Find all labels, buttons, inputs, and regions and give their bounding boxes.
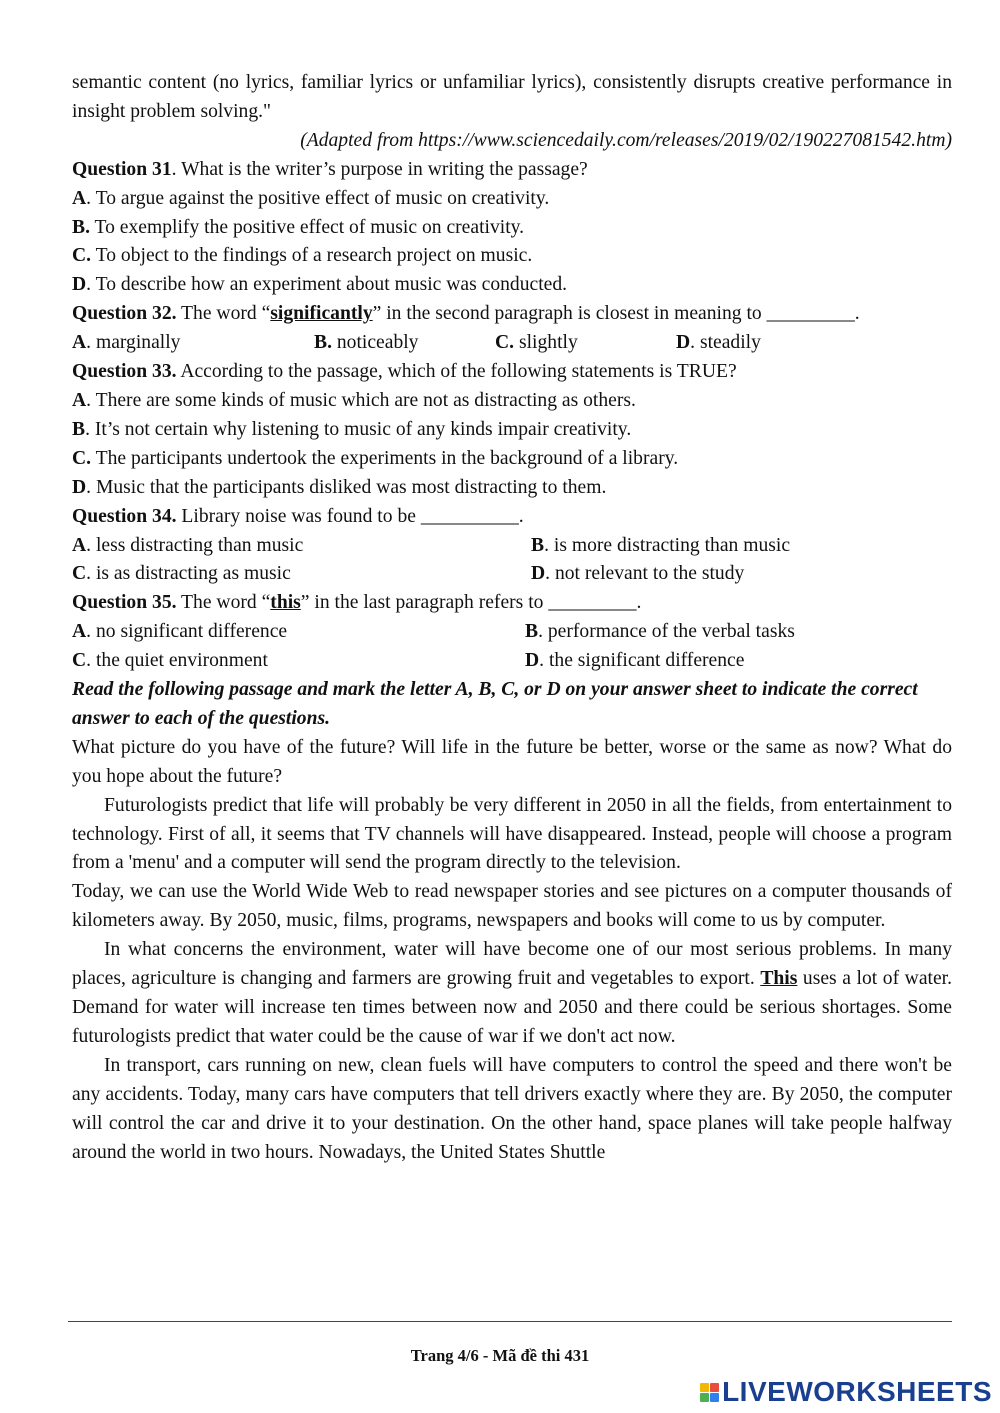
option-letter: B <box>531 534 545 556</box>
intro-text: semantic content (no lyrics, familiar lyrics or unfamiliar lyrics), consistently disrupts creative performance in insight problem solving." <box>72 72 952 122</box>
question-32 <box>72 300 952 329</box>
source-citation: (Adapted from https://www.sciencedaily.com/releases/2019/02/190227081542.htm) <box>300 129 952 151</box>
option-text: . It’s not certain why listening to music of any kinds impair creativity. <box>85 418 632 440</box>
question-stem: . What is the writer’s purpose in writing the passage? <box>171 158 588 180</box>
option-text: . the quiet environment <box>86 650 268 672</box>
option-letter: A <box>72 534 87 556</box>
option-text: . There are some kinds of music which are not as distracting as others. <box>86 389 636 411</box>
option-d[interactable] <box>525 647 744 676</box>
option-text: To object to the findings of a research project on music. <box>91 245 533 267</box>
option-letter: C. <box>72 447 92 469</box>
option-text: . marginally <box>86 332 181 354</box>
option-letter: A <box>72 332 87 354</box>
option-text: . performance of the verbal tasks <box>538 621 795 643</box>
brand-logo <box>700 1376 992 1408</box>
logo-square <box>710 1393 719 1402</box>
question-stem: ” in the last paragraph refers to _________. <box>300 592 642 614</box>
option-text: . steadily <box>690 332 761 354</box>
option-text: . To argue against the positive effect of music on creativity. <box>86 187 550 209</box>
question-stem: Library noise was found to be __________. <box>176 505 524 527</box>
question-35 <box>72 589 952 618</box>
question-number: Question 34. <box>72 505 177 527</box>
question-31 <box>72 156 952 185</box>
option-letter: D <box>676 332 691 354</box>
option-letter: D <box>531 563 546 585</box>
option-text: noticeably <box>331 332 419 354</box>
option-c[interactable] <box>495 329 676 358</box>
option-a[interactable] <box>72 532 531 561</box>
option-text: . Music that the participants disliked was most distracting to them. <box>86 476 607 498</box>
question-stem: According to the passage, which of the following statements is TRUE? <box>176 361 737 383</box>
option-text: . no significant difference <box>86 621 288 643</box>
option-letter: D <box>72 476 87 498</box>
brand-name: LIVEWORKSHEETS <box>722 1376 992 1407</box>
page-content <box>72 69 952 1167</box>
highlighted-word: significantly <box>270 303 373 325</box>
question-stem: The word “ <box>176 592 271 614</box>
option-c[interactable] <box>72 647 525 676</box>
option-letter: B. <box>314 332 332 354</box>
options-row <box>72 532 952 561</box>
highlighted-word: this <box>270 592 301 614</box>
page-footer: Trang 4/6 - Mã đề thi 431 <box>410 1346 590 1365</box>
option-b[interactable] <box>314 329 495 358</box>
option-a[interactable] <box>72 185 952 214</box>
option-letter: B. <box>72 216 90 238</box>
option-c[interactable] <box>72 445 952 474</box>
question-stem: The word “ <box>176 303 271 325</box>
option-text: . is as distracting as music <box>86 563 291 585</box>
option-text: To exemplify the positive effect of music on creativity. <box>89 216 525 238</box>
option-d[interactable] <box>72 271 952 300</box>
footer-divider <box>68 1321 952 1322</box>
option-c[interactable] <box>72 560 531 589</box>
options-row <box>72 560 952 589</box>
passage-paragraph-1: What picture do you have of the future? Will life in the future be better, worse or the same as now? What do you hope about the future? <box>72 736 952 787</box>
option-b[interactable] <box>531 532 790 561</box>
paragraph-text: In what concerns the environment, water will have become one of our most serious problems. In many places, agriculture is changing and farmers are growing fruit and vegetables to export. <box>72 939 952 990</box>
option-text: . not relevant to the study <box>545 563 745 585</box>
passage-paragraph-3: Today, we can use the World Wide Web to read newspaper stories and see pictures on a computer thousands of kilometers away. By 2050, music, films, programs, newspapers and books will come to us by computer. <box>72 881 952 932</box>
question-number: Question 31 <box>72 158 172 180</box>
liveworksheets-logo-icon <box>700 1383 719 1402</box>
question-number: Question 33. <box>72 361 177 383</box>
option-letter: A <box>72 187 87 209</box>
passage-paragraph-4 <box>72 936 952 1052</box>
option-b[interactable] <box>72 214 952 243</box>
option-letter: C <box>72 650 87 672</box>
question-stem: ” in the second paragraph is closest in meaning to _________. <box>372 303 860 325</box>
options-row <box>72 618 952 647</box>
passage-paragraph-5: In transport, cars running on new, clean fuels will have computers to control the speed and there won't be any accidents. Today, many cars have computers that tell drivers exactly where they are. By 2050, the computer will control the car and drive it to your destination. On the other hand, space planes will take people halfway around the world in two hours. Nowadays, the United States Shuttle <box>72 1054 952 1163</box>
passage-paragraph-2: Futurologists predict that life will probably be very different in 2050 in all the fields, from entertainment to technology. First of all, it seems that TV channels will have disappeared. Instead, people will choose a program from a 'menu' and a computer will send the program directly to the television. <box>72 794 952 874</box>
option-letter: D <box>525 650 540 672</box>
options-row <box>72 647 952 676</box>
option-letter: D <box>72 274 87 296</box>
section-instruction: Read the following passage and mark the letter A, B, C, or D on your answer sheet to indicate the correct answer to each of the questions. <box>72 679 918 729</box>
option-letter: A <box>72 621 87 643</box>
options-row <box>72 329 952 358</box>
option-b[interactable] <box>72 416 952 445</box>
option-text: . To describe how an experiment about music was conducted. <box>86 274 568 296</box>
option-d[interactable] <box>531 560 744 589</box>
option-d[interactable] <box>72 474 952 503</box>
option-a[interactable] <box>72 618 525 647</box>
question-number: Question 35. <box>72 592 177 614</box>
logo-square <box>700 1393 709 1402</box>
highlighted-word: This <box>760 968 798 990</box>
option-text: slightly <box>514 332 578 354</box>
option-letter: C <box>72 563 87 585</box>
logo-square <box>710 1383 719 1392</box>
option-text: . the significant difference <box>539 650 745 672</box>
option-d[interactable] <box>676 329 761 358</box>
option-letter: B <box>525 621 539 643</box>
option-a[interactable] <box>72 329 314 358</box>
option-b[interactable] <box>525 618 795 647</box>
option-letter: A <box>72 389 87 411</box>
option-letter: B <box>72 418 86 440</box>
option-text: . less distracting than music <box>86 534 304 556</box>
question-34 <box>72 503 952 532</box>
option-text: The participants undertook the experiments in the background of a library. <box>91 447 679 469</box>
option-c[interactable] <box>72 242 952 271</box>
option-letter: C. <box>72 245 92 267</box>
question-number: Question 32. <box>72 303 177 325</box>
logo-square <box>700 1383 709 1392</box>
option-letter: C. <box>495 332 515 354</box>
paragraph-text: uses a lot of water. Demand for water will increase ten times between now and 2050 and there could be serious shortages. Some futurologists predict that water could be the cause of war if we don't act now. <box>72 968 952 1047</box>
option-a[interactable] <box>72 387 952 416</box>
option-text: . is more distracting than music <box>544 534 791 556</box>
question-33 <box>72 358 952 387</box>
